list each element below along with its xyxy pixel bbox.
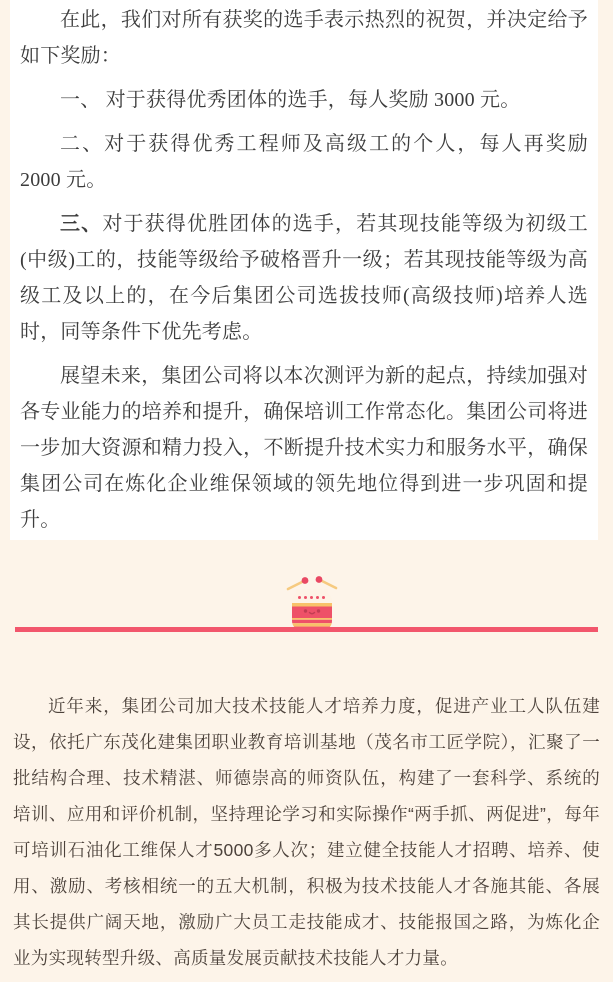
section-divider [0, 540, 613, 660]
award-paragraph-1: 在此，我们对所有获奖的选手表示热烈的祝贺，并决定给予如下奖励： [20, 9, 588, 67]
talent-development-section [0, 660, 613, 976]
award-paragraph-5: 展望未来，集团公司将以本次测评为新的起点，持续加强对各专业能力的培养和提升，确保培训工作常态化。集团公司将进一步加大资源和精力投入，不断提升技术实力和服务水平，确保集团公司在炼化企业维保领域的领先地位得到进一步巩固和提升。 [20, 365, 588, 531]
award-paragraph-3: 二、对于获得优秀工程师及高级工的个人，每人再奖励 2000 元。 [20, 133, 588, 191]
paragraph-bold-prefix: 三、 [60, 213, 103, 235]
drum-icon [286, 575, 338, 633]
award-paragraph-2: 一、 对于获得优秀团体的选手，每人奖励 3000 元。 [60, 89, 521, 111]
award-paragraph-4: 三、对于获得优胜团体的选手，若其现技能等级为初级工(中级)工的，技能等级给予破格晋升一级；若其现技能等级为高级工及以上的，在今后集团公司选拔技师(高级技师)培养人选时，同等条件下优先考虑。 [20, 213, 588, 343]
divider-line [15, 627, 598, 632]
talent-development-paragraph: 近年来，集团公司加大技术技能人才培养力度，促进产业工人队伍建设，依托广东茂化建集团职业教育培训基地（茂名市工匠学院），汇聚了一批结构合理、技术精湛、师德崇高的师资队伍，构建了一套科学、系统的培训、应用和评价机制，坚持理论学习和实际操作“两手抓、两促进”，每年可培训石油化工维保人才5000多人次；建立健全技能人才招聘、培养、使用、激励、考核相统一的五大机制，积极为技术技能人才各施其能、各展其长提供广阔天地，激励广大员工走技能成才、技能报国之路，为炼化企业为实现转型升级、高质量发展贡献技术技能人才力量。 [13, 696, 600, 968]
award-announcement-section [10, 0, 598, 540]
award-paragraphs [20, 2, 588, 538]
